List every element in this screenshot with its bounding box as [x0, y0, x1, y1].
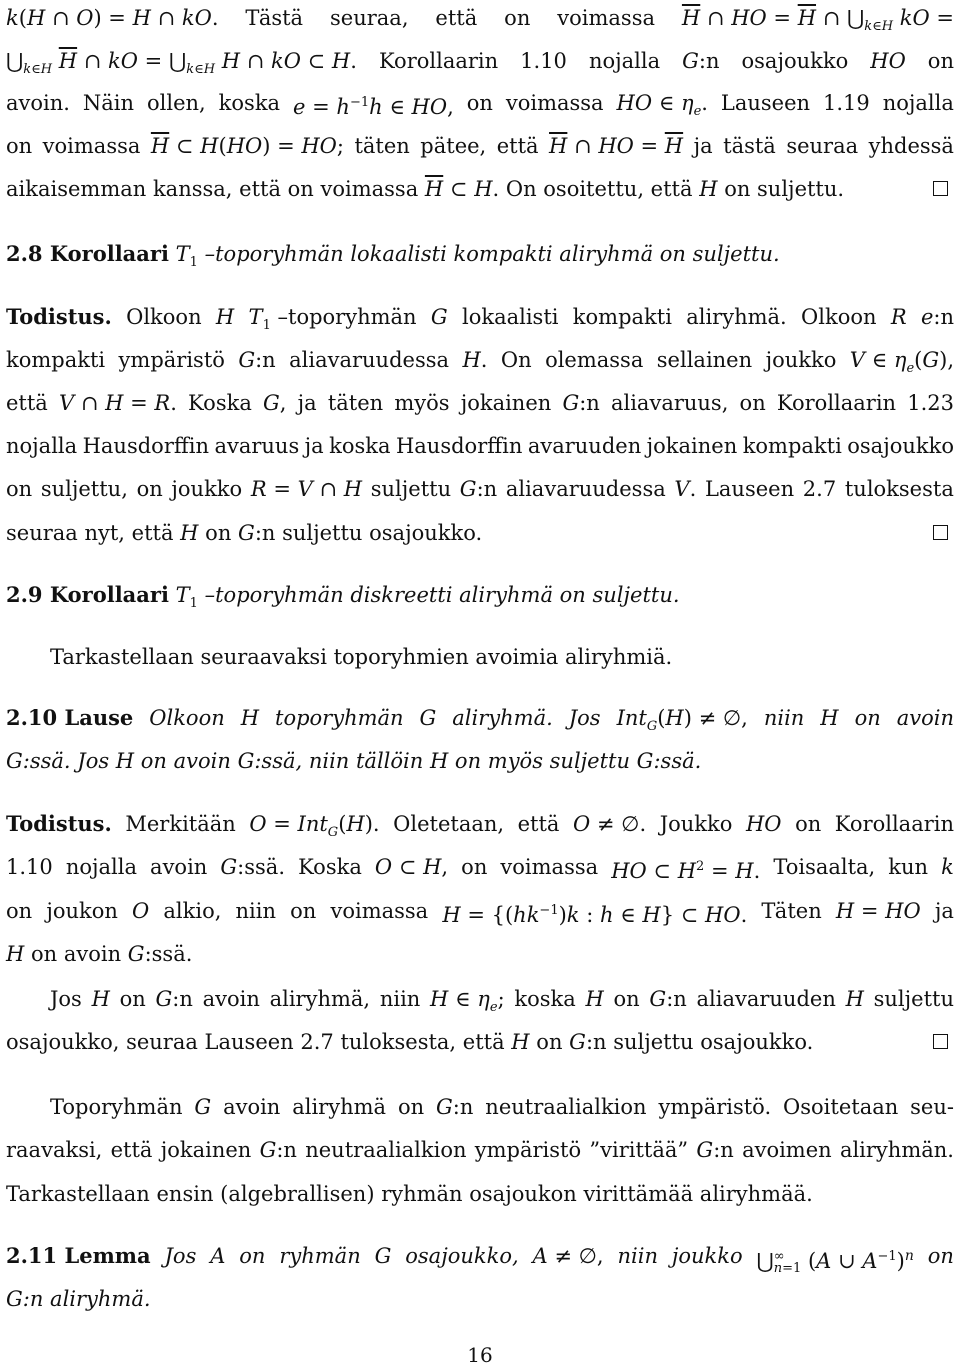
- lemma-2-11: 2.11 Lemma Jos A on ryhmän G osajoukko, A ≠ ∅, niin joukko ⋃ ∞ n=1 (A ∪ $A^{-1})^n$ on: [6, 1243, 954, 1276]
- text-line: on suljettu, on joukko R = V ∩ H suljettu G:n aliavaruudessa V. Lauseen 2.7 tuloksesta: [6, 477, 954, 501]
- qed-square-icon: [933, 1034, 948, 1049]
- text-line: H on avoin G:ssä.: [6, 942, 193, 966]
- text-line: Jos H on G:n avoin aliryhmä, niin H ∈ $\eta_e$; koska H on G:n aliavaruuden H suljettu: [50, 987, 954, 1016]
- text-line: G:n aliryhmä.: [6, 1287, 151, 1311]
- text-line: G:ssä. Jos H on avoin G:ssä, niin tällöin H on myös suljettu G:ssä.: [6, 749, 702, 773]
- text-line: että V ∩ H = R. Koska G, ja täten myös jokainen G:n aliavaruus, on Korollaarin 1.23: [6, 391, 954, 415]
- text-line: 1.10 nojalla avoin G:ssä. Koska O ⊂ H, on voimassa HO ⊂ $H^2 = H$. Toisaalta, kun k: [6, 855, 954, 883]
- text-line: on voimassa $\overline{H}$ ⊂ H(HO) = HO; täten pätee, että $\overline{H}$ ∩ HO = $\overline{H}$ ja tästä seuraa yhdessä: [6, 134, 954, 158]
- text-line: aikaisemman kanssa, että on voimassa $\overline{H}$ ⊂ H. On osoitettu, että H on suljettu.: [6, 175, 954, 203]
- text-line: Toporyhmän G avoin aliryhmä on G:n neutraalialkion ympäristö. Osoitetaan seu-: [50, 1095, 954, 1119]
- text-line: k(H ∩ O) = H ∩ kO. Tästä seuraa, että on voimassa $\overline{H}$ ∩ HO = $\overline{H}$ ∩ $⋃_{k\in H}$ kO =: [6, 6, 954, 35]
- page-number: 16: [467, 1343, 493, 1367]
- text-line: seuraa nyt, että H on G:n suljettu osajoukko.: [6, 519, 954, 547]
- text-line: osajoukko, seuraa Lauseen 2.7 tuloksesta, että H on G:n suljettu osajoukko.: [6, 1028, 954, 1056]
- theorem-2-10: 2.10 Lause Olkoon H toporyhmän G aliryhmä. Jos Int$_G$(H) ≠ ∅, niin H on avoin: [6, 705, 954, 735]
- text-line: raavaksi, että jokainen G:n neutraalialkion ympäristö ”virittää” G:n avoimen aliryhmän.: [6, 1138, 954, 1162]
- text-line: kompakti ympäristö G:n aliavaruudessa H. On olemassa sellainen joukko V ∈ $\eta_e(G)$,: [6, 348, 954, 377]
- text-line: on joukon O alkio, niin on voimassa $H = \{(hk^{-1})k$ : h ∈ H} ⊂ HO. Täten H = HO ja: [6, 899, 954, 927]
- text-line: $⋃_{k\in H}$ $\overline{H}$ ∩ kO = $⋃_{k\in H}$ H ∩ kO ⊂ H. Korollaarin 1.10 nojalla G:n osajoukko HO on: [6, 49, 954, 78]
- text-line: nojalla Hausdorffin avaruus ja koska Hausdorffin avaruuden jokainen kompakti osajoukko: [6, 434, 954, 458]
- paragraph-text: Tarkastellaan seuraavaksi toporyhmien avoimia aliryhmiä.: [50, 645, 673, 669]
- corollary-2-8: 2.8 Korollaari $T_1$ –toporyhmän lokaalisti kompakti aliryhmä on suljettu.: [6, 241, 780, 271]
- text-line: [50, 643, 954, 671]
- text-line: Todistus. Merkitään O = Int$_G$(H). Oletetaan, että O ≠ ∅. Joukko HO on Korollaarin: [6, 811, 954, 841]
- text-line: avoin. Näin ollen, koska $e = h^{-1}h$ ∈ HO, on voimassa HO ∈ $\eta_e$. Lauseen 1.19 nojalla: [6, 91, 954, 120]
- text-line: Todistus. Olkoon H $T_1$ –toporyhmän G lokaalisti kompakti aliryhmä. Olkoon R e:n: [6, 304, 954, 334]
- corollary-2-9: 2.9 Korollaari $T_1$ –toporyhmän diskreetti aliryhmä on suljettu.: [6, 582, 680, 612]
- text-line: [6, 1180, 954, 1208]
- qed-square-icon: [933, 525, 948, 540]
- paragraph-text: Tarkastellaan ensin (algebrallisen) ryhmän osajoukon virittämää aliryhmää.: [6, 1182, 813, 1206]
- qed-square-icon: [933, 181, 948, 196]
